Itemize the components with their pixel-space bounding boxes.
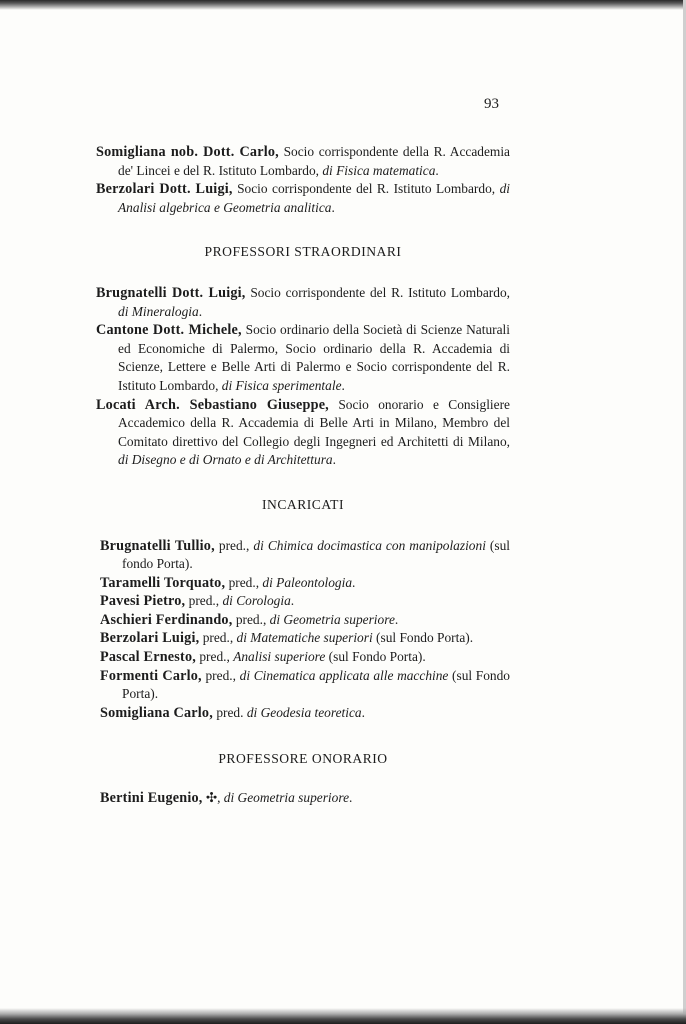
page-number: 93 bbox=[484, 96, 499, 112]
faculty-description: pred., bbox=[225, 574, 263, 590]
faculty-description: ✣, bbox=[202, 790, 224, 806]
faculty-entry bbox=[100, 704, 510, 723]
faculty-subject: di Fisica sperimentale bbox=[221, 377, 342, 393]
faculty-description: pred., bbox=[196, 649, 234, 665]
faculty-name: Taramelli Torquato, bbox=[100, 574, 226, 591]
faculty-name: Formenti Carlo, bbox=[100, 667, 202, 684]
faculty-description: pred. bbox=[212, 704, 247, 720]
faculty-subject: di Mineralogia bbox=[118, 303, 199, 319]
faculty-note: (sul Fondo Porta). bbox=[325, 649, 426, 665]
faculty-subject: di Fisica matematica bbox=[322, 162, 436, 178]
faculty-description: pred., bbox=[201, 667, 240, 683]
faculty-entry bbox=[96, 284, 510, 321]
faculty-description: pred., bbox=[199, 630, 237, 646]
faculty-name: Bertini Eugenio, bbox=[100, 790, 203, 807]
faculty-description: Socio corrispondente del R. Istituto Lombardo, bbox=[245, 284, 510, 300]
faculty-subject: di Paleontologia bbox=[262, 574, 353, 590]
faculty-entry bbox=[96, 180, 510, 217]
faculty-name: Brugnatelli Dott. Luigi, bbox=[96, 284, 246, 301]
faculty-description: Socio ordinario della Società di Scienze Naturali ed Economiche di Palermo, Socio ordinario della R. Accademia di Scienze, Lettere e Belle Arti di Palermo e Socio corrispondente del R. Istituto Lombardo, bbox=[118, 322, 510, 393]
faculty-name: Berzolari Luigi, bbox=[100, 630, 200, 647]
faculty-entry bbox=[100, 667, 511, 704]
scan-top-edge bbox=[0, 0, 686, 10]
onorario-list bbox=[96, 789, 510, 808]
faculty-entry bbox=[100, 789, 510, 808]
faculty-subject: di Disegno e di Ornato e di Architettura bbox=[118, 452, 333, 468]
faculty-description: Socio corrispondente del R. Istituto Lombardo, bbox=[232, 181, 500, 197]
faculty-name: Aschieri Ferdinando, bbox=[100, 611, 233, 628]
faculty-description: pred., bbox=[232, 611, 270, 627]
faculty-entry bbox=[96, 396, 510, 470]
faculty-note: . bbox=[198, 303, 203, 319]
faculty-entry bbox=[100, 611, 510, 630]
faculty-subject: Analisi superiore bbox=[233, 649, 326, 665]
faculty-entry bbox=[100, 648, 510, 667]
heading-professore-onorario: PROFESSORE ONORARIO bbox=[218, 751, 388, 767]
faculty-note: . bbox=[361, 704, 365, 720]
faculty-note: . bbox=[332, 452, 336, 468]
intro-list bbox=[96, 143, 510, 217]
faculty-name: Somigliana Carlo, bbox=[100, 704, 213, 721]
faculty-entry bbox=[96, 143, 510, 180]
faculty-entry bbox=[100, 629, 510, 648]
faculty-description: Socio onorario e Consigliere Accademico della R. Accademia di Belle Arti in Milano, Membro del Comitato direttivo del Collegio degli Ingegneri ed Architetti di Milano, bbox=[118, 396, 510, 449]
faculty-note: (sul fondo Porta). bbox=[122, 537, 511, 572]
faculty-note: . bbox=[331, 199, 335, 215]
faculty-name: Berzolari Dott. Luigi, bbox=[96, 181, 233, 198]
faculty-entry bbox=[100, 574, 510, 593]
faculty-name: Pascal Ernesto, bbox=[100, 649, 196, 666]
heading-professori-straordinari: PROFESSORI STRAORDINARI bbox=[204, 244, 402, 260]
faculty-note: (sul Fondo Porta). bbox=[122, 667, 511, 702]
straordinari-list bbox=[96, 284, 510, 470]
faculty-subject: di Chimica docimastica con manipolazioni bbox=[253, 537, 486, 553]
faculty-note: . bbox=[394, 611, 399, 627]
faculty-subject: di Geometria superiore bbox=[269, 611, 395, 627]
faculty-note: . bbox=[435, 162, 439, 178]
faculty-name: Cantone Dott. Michele, bbox=[96, 322, 242, 339]
faculty-entry bbox=[96, 321, 510, 395]
faculty-subject: di Geodesia teoretica bbox=[246, 704, 362, 720]
heading-incaricati: INCARICATI bbox=[261, 496, 345, 512]
faculty-note: . bbox=[341, 377, 345, 393]
incaricati-list bbox=[96, 537, 510, 723]
faculty-subject: di Corologia bbox=[222, 593, 291, 609]
faculty-entry bbox=[100, 592, 510, 611]
faculty-entry bbox=[100, 537, 511, 574]
faculty-note: . bbox=[352, 574, 356, 590]
faculty-description: Socio corrispondente della R. Accademia de' Lincei e del R. Istituto Lombardo, bbox=[118, 144, 510, 178]
faculty-note: . bbox=[290, 593, 295, 609]
faculty-name: Brugnatelli Tullio, bbox=[100, 537, 215, 554]
faculty-note: (sul Fondo Porta). bbox=[372, 630, 474, 646]
faculty-description: pred., bbox=[185, 593, 223, 609]
faculty-subject: di Analisi algebrica e Geometria analitica bbox=[118, 181, 510, 215]
faculty-subject: di Geometria superiore bbox=[223, 790, 350, 806]
scan-bottom-edge bbox=[0, 1008, 686, 1024]
faculty-description: pred., bbox=[214, 537, 254, 553]
faculty-note: . bbox=[349, 790, 353, 806]
page-body bbox=[96, 143, 510, 808]
faculty-subject: di Cinematica applicata alle macchine bbox=[239, 667, 449, 683]
faculty-subject: di Matematiche superiori bbox=[236, 630, 373, 646]
faculty-name: Somigliana nob. Dott. Carlo, bbox=[96, 144, 279, 160]
faculty-name: Pavesi Pietro, bbox=[100, 593, 186, 610]
faculty-name: Locati Arch. Sebastiano Giuseppe, bbox=[96, 396, 329, 413]
